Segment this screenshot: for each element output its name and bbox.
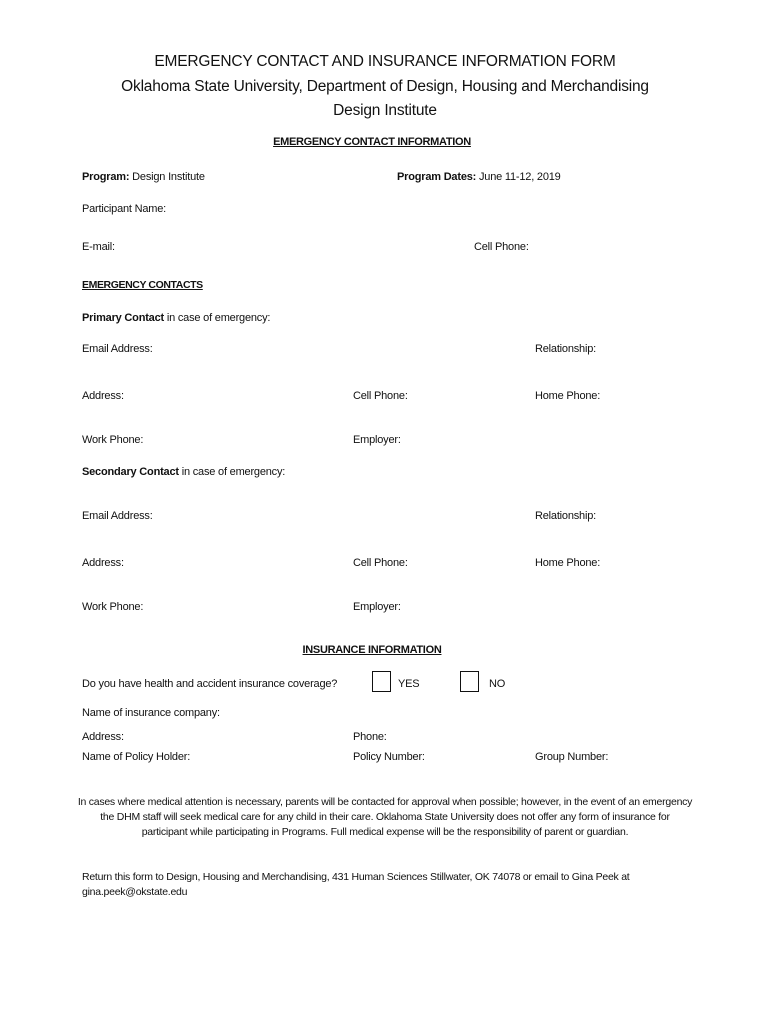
medical-notice-line-1: In cases where medical attention is necessary, parents will be contacted for approval when possible; however, in the event of an emergency (77, 796, 693, 808)
primary-address-field[interactable]: Address: (82, 390, 124, 402)
program-label: Program: (82, 171, 130, 183)
secondary-contact-label (82, 466, 285, 478)
medical-notice-line-2: the DHM staff will seek medical care for any child in their care. Oklahoma State University does not offer any form of insurance for (100, 811, 670, 823)
secondary-contact-label-bold: Secondary Contact (82, 466, 179, 478)
primary-contact-label-bold: Primary Contact (82, 312, 164, 324)
secondary-employer-field[interactable]: Employer: (353, 601, 401, 613)
program-value: Design Institute (132, 171, 205, 183)
return-instructions-line-1: Return this form to Design, Housing and Merchandising, 431 Human Sciences Stillwater, OK 74078 or email to Gina Peek at (82, 871, 630, 883)
insurance-yes-checkbox[interactable] (372, 671, 391, 692)
form-subtitle: Oklahoma State University, Department of Design, Housing and Merchandising (121, 78, 649, 95)
program-field (82, 171, 205, 183)
primary-contact-label-rest: in case of emergency: (163, 312, 271, 324)
insurance-no-label: NO (489, 678, 506, 690)
participant-email-field[interactable]: E-mail: (82, 241, 115, 253)
secondary-email-field[interactable]: Email Address: (82, 510, 153, 522)
primary-work-phone-field[interactable]: Work Phone: (82, 434, 144, 446)
primary-home-phone-field[interactable]: Home Phone: (535, 390, 601, 402)
secondary-address-field[interactable]: Address: (82, 557, 124, 569)
secondary-contact-label-rest: in case of emergency: (178, 466, 286, 478)
emergency-contacts-heading: EMERGENCY CONTACTS (82, 279, 203, 291)
insurance-company-field[interactable]: Name of insurance company: (82, 707, 220, 719)
insurance-phone-field[interactable]: Phone: (353, 731, 387, 743)
form-title: EMERGENCY CONTACT AND INSURANCE INFORMATION FORM (154, 53, 616, 70)
program-dates-label: Program Dates: (397, 171, 477, 183)
medical-notice-line-3: participant while participating in Programs. Full medical expense will be the responsibility of parent or guardian. (141, 826, 629, 838)
primary-email-field[interactable]: Email Address: (82, 343, 153, 355)
insurance-no-checkbox[interactable] (460, 671, 479, 692)
policy-number-field[interactable]: Policy Number: (353, 751, 425, 763)
secondary-cell-phone-field[interactable]: Cell Phone: (353, 557, 408, 569)
return-instructions (82, 870, 629, 900)
secondary-work-phone-field[interactable]: Work Phone: (82, 601, 144, 613)
insurance-address-field[interactable]: Address: (82, 731, 124, 743)
primary-cell-phone-field[interactable]: Cell Phone: (353, 390, 408, 402)
secondary-home-phone-field[interactable]: Home Phone: (535, 557, 601, 569)
participant-cell-phone-field[interactable]: Cell Phone: (474, 241, 529, 253)
emergency-section-heading: EMERGENCY CONTACT INFORMATION (273, 136, 471, 148)
return-email-link[interactable]: gina.peek@okstate.edu (82, 886, 188, 898)
secondary-relationship-field[interactable]: Relationship: (535, 510, 596, 522)
form-subtitle-institute: Design Institute (333, 102, 437, 119)
primary-contact-label (82, 312, 270, 324)
participant-name-field[interactable]: Participant Name: (82, 203, 167, 215)
policy-holder-field[interactable]: Name of Policy Holder: (82, 751, 191, 763)
insurance-section-heading: INSURANCE INFORMATION (302, 644, 442, 656)
insurance-yes-label: YES (398, 678, 420, 690)
program-dates-field (397, 171, 561, 183)
primary-relationship-field[interactable]: Relationship: (535, 343, 596, 355)
primary-employer-field[interactable]: Employer: (353, 434, 401, 446)
insurance-coverage-question: Do you have health and accident insurance coverage? (82, 678, 338, 690)
program-dates-value: June 11-12, 2019 (478, 171, 561, 183)
group-number-field[interactable]: Group Number: (535, 751, 609, 763)
medical-notice (30, 795, 740, 840)
